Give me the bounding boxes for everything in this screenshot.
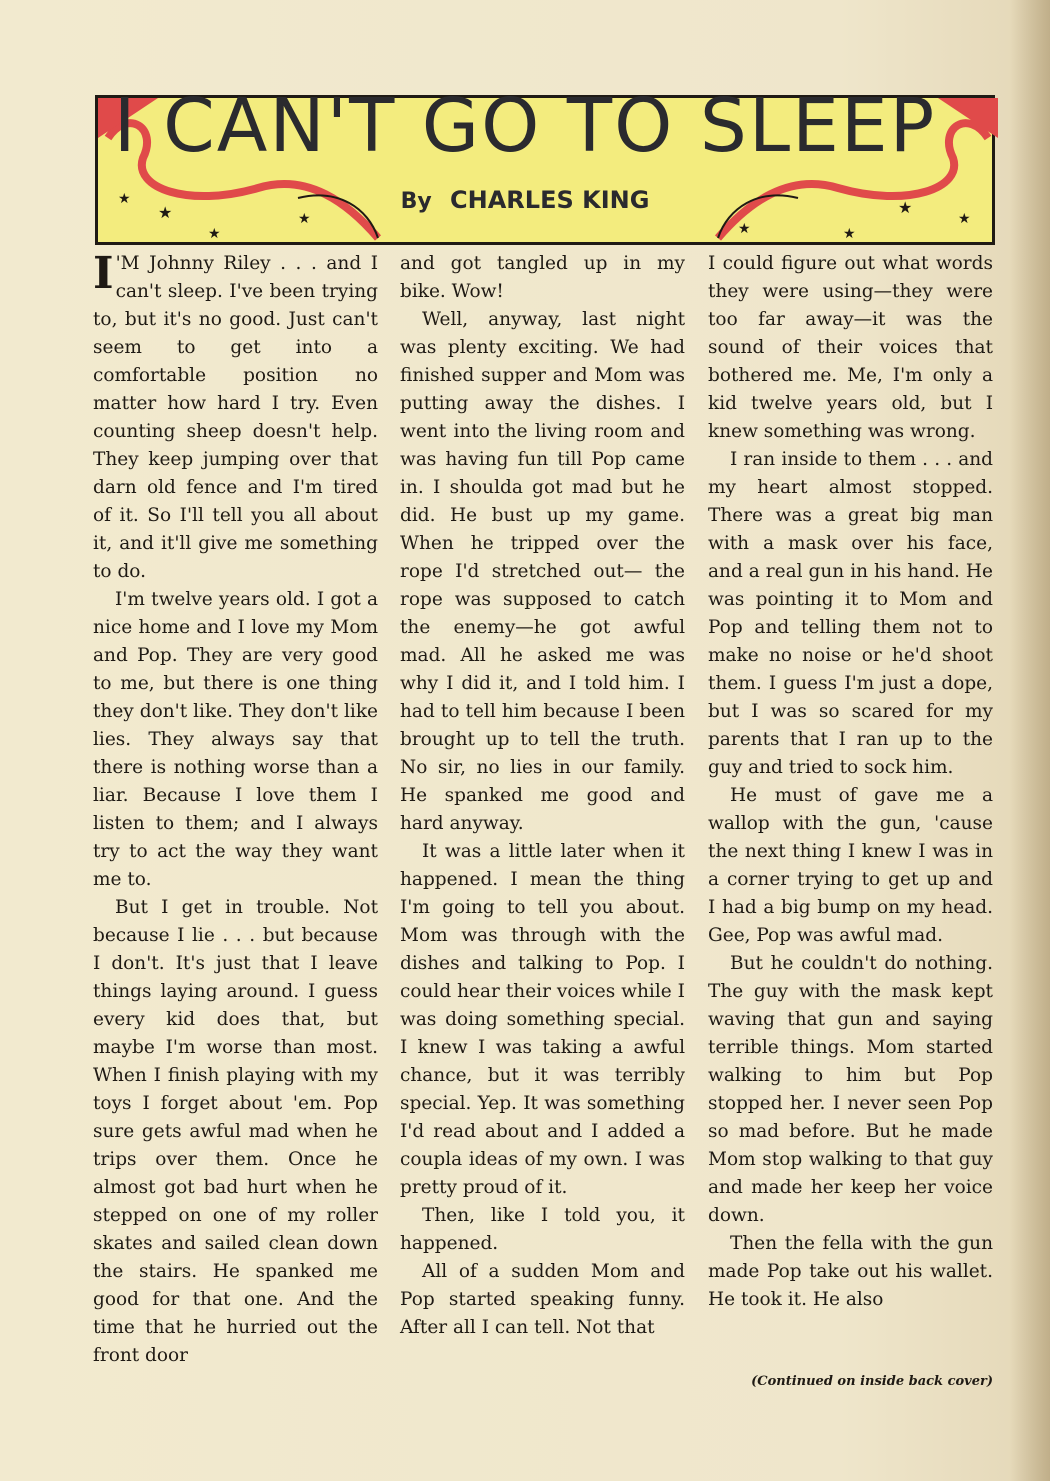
column-2 (400, 250, 685, 1342)
star-icon: ★ (158, 203, 173, 222)
paragraph: But I get in trouble. Not because I lie . . . but because I don't. It's just that I leave things laying around. I guess every kid does that, but maybe I'm worse than most. When I finish playing with my toys I forget about 'em. Pop sure gets awful mad when he trips over them. Once he almost got bad hurt when he stepped on one of my roller skates and sailed clean down the stairs. He spanked me good for that one. And the time that he hurried out the front door (93, 897, 378, 1366)
paragraph: and got tangled up in my bike. Wow! (400, 253, 685, 302)
paragraph-text: 'M Johnny Riley . . . and I can't sleep. I've been trying to, but it's no good. Just can't seem to get into a comfortable position no matter how hard I try. Even counting sheep doesn't help. They keep jumping over that darn old fence and I'm tired of it. So I'll tell you all about it, and it'll give me something to do. (93, 253, 378, 582)
star-icon: ★ (298, 211, 311, 227)
paragraph: I ran inside to them . . . and my heart almost stopped. There was a great big man with a mask over his face, and a real gun in his hand. He was pointing it to Mom and Pop and telling them not to make no noise or he'd shoot them. I guess I'm just a dope, but I was so scared for my parents that I ran up to the guy and tried to sock him. (708, 449, 993, 778)
paragraph: Then the fella with the gun made Pop take out his wallet. He took it. He also (708, 1233, 993, 1310)
paragraph: He must of gave me a wallop with the gun, 'cause the next thing I knew I was in a corner trying to get up and I had a big bump on my head. Gee, Pop was awful mad. (708, 785, 993, 946)
byline (0, 186, 1050, 214)
story-title: I CAN'T GO TO SLEEP (113, 83, 937, 169)
paragraph: Then, like I told you, it happened. (400, 1205, 685, 1254)
drop-cap: I (93, 248, 114, 299)
star-icon: ★ (958, 211, 971, 227)
star-icon: ★ (843, 226, 856, 242)
star-icon: ★ (118, 191, 131, 207)
paragraph: I could figure out what words they were using—they were too far away—it was the sound of their voices that bothered me. Me, I'm only a kid twelve years old, but I knew something was wrong. (708, 253, 993, 442)
paragraph (93, 250, 378, 586)
column-1 (93, 250, 378, 1370)
paragraph: Well, anyway, last night was plenty exciting. We had finished supper and Mom was putting away the dishes. I went into the living room and was having fun till Pop came in. I shoulda got mad but he did. He bust up my game. When he tripped over the rope I'd stretched out— the rope was supposed to catch the enemy—he got awful mad. All he asked me was why I did it, and I told him. I had to tell him because I been brought up to tell the truth. No sir, no lies in our family. He spanked me good and hard anyway. (400, 309, 685, 834)
star-icon: ★ (898, 198, 913, 217)
star-icon: ★ (738, 221, 751, 237)
column-3 (708, 250, 993, 1314)
page-spine-shadow (1010, 0, 1050, 1481)
paragraph: I'm twelve years old. I got a nice home and I love my Mom and Pop. They are very good to me, but there is one thing they don't like. They don't like lies. They always say that there is nothing worse than a liar. Because I love them I listen to them; and I always try to act the way they want me to. (93, 589, 378, 890)
byline-author: CHARLES KING (450, 186, 650, 214)
byline-prefix: By (400, 189, 432, 214)
paragraph: It was a little later when it happened. I mean the thing I'm going to tell you about. Mom was through with the dishes and talking to Pop. I could hear their voices while I was doing something special. I knew I was taking a awful chance, but it was terribly special. Yep. It was something I'd read about and I added a coupla ideas of my own. I was pretty proud of it. (400, 841, 685, 1198)
paragraph: All of a sudden Mom and Pop started speaking funny. After all I can tell. Not that (400, 1261, 685, 1338)
star-icon: ★ (208, 226, 221, 242)
paragraph: But he couldn't do nothing. The guy with the mask kept waving that gun and saying terrible things. Mom started walking to him but Pop stopped her. I never seen Pop so mad before. But he made Mom stop walking to that guy and made her keep her voice down. (708, 953, 993, 1226)
continued-note: (Continued on inside back cover) (751, 1374, 993, 1389)
